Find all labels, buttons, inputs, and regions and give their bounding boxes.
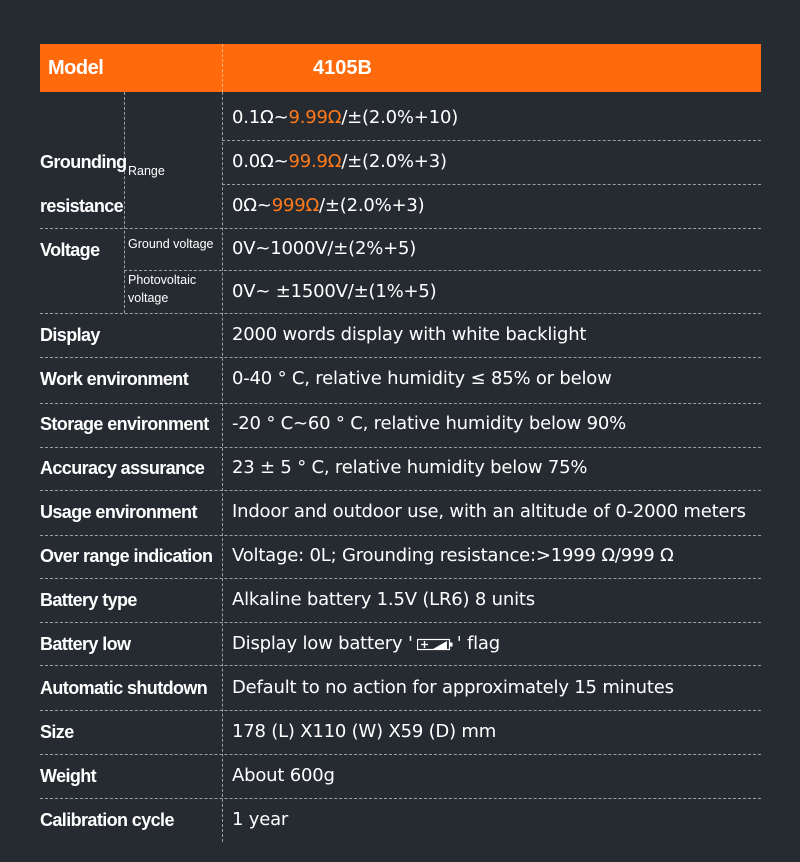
- ground-voltage-sublabel: Ground voltage: [128, 237, 214, 251]
- row-divider: [124, 270, 761, 271]
- over-range-indication-value: Voltage: 0L; Grounding resistance:>1999 Ω/999 Ω: [232, 545, 674, 566]
- model-header: [40, 44, 761, 92]
- row-divider: [40, 798, 761, 799]
- calibration-cycle-label: Calibration cycle: [40, 810, 174, 830]
- row-divider: [40, 313, 761, 314]
- size-label: Size: [40, 722, 74, 742]
- storage-environment-label: Storage environment: [40, 414, 209, 434]
- row-divider: [40, 622, 761, 623]
- accuracy-assurance-value: 23 ± 5 ° C, relative humidity below 75%: [232, 457, 588, 478]
- sub-column-divider: [124, 92, 125, 313]
- low-battery-icon: [417, 638, 453, 651]
- pv-voltage-value: 0V~ ±1500V/±(1%+5): [232, 281, 437, 302]
- row-divider: [40, 228, 761, 229]
- usage-environment-label: Usage environment: [40, 502, 197, 522]
- row-divider: [222, 184, 761, 185]
- header-divider: [222, 44, 223, 92]
- size-value: 178 (L) X110 (W) X59 (D) mm: [232, 721, 497, 742]
- voltage-label: Voltage: [40, 240, 100, 260]
- range-value-2: 0.0Ω~99.9Ω/±(2.0%+3): [232, 151, 447, 172]
- over-range-indication-label: Over range indication: [40, 546, 213, 566]
- range-value-1: 0.1Ω~9.99Ω/±(2.0%+10): [232, 107, 459, 128]
- pv-voltage-sublabel-line2: voltage: [128, 291, 169, 305]
- range-value-3: 0Ω~999Ω/±(2.0%+3): [232, 195, 425, 216]
- work-environment-value: 0-40 ° C, relative humidity ≤ 85% or below: [232, 368, 612, 389]
- model-label: Model: [48, 57, 104, 79]
- row-divider: [40, 710, 761, 711]
- ground-voltage-value: 0V~1000V/±(2%+5): [232, 238, 417, 259]
- row-divider: [40, 490, 761, 491]
- row-divider: [40, 578, 761, 579]
- storage-environment-value: -20 ° C~60 ° C, relative humidity below 90%: [232, 413, 627, 434]
- automatic-shutdown-label: Automatic shutdown: [40, 678, 208, 698]
- pv-voltage-sublabel-line1: Photovoltaic: [128, 273, 197, 287]
- calibration-cycle-value: 1 year: [232, 809, 289, 830]
- grounding-label-line2: resistance: [40, 196, 124, 216]
- main-column-divider: [222, 92, 223, 842]
- row-divider: [40, 754, 761, 755]
- battery-low-label: Battery low: [40, 634, 131, 654]
- row-divider: [40, 357, 761, 358]
- accuracy-assurance-label: Accuracy assurance: [40, 458, 205, 478]
- range-sublabel: Range: [128, 164, 165, 178]
- weight-value: About 600g: [232, 765, 335, 786]
- battery-low-value: Display low battery ' ' flag: [232, 633, 500, 654]
- work-environment-label: Work environment: [40, 369, 189, 389]
- weight-label: Weight: [40, 766, 97, 786]
- display-label: Display: [40, 325, 100, 345]
- usage-environment-value: Indoor and outdoor use, with an altitude of 0-2000 meters: [232, 501, 746, 522]
- battery-type-label: Battery type: [40, 590, 137, 610]
- row-divider: [40, 403, 761, 404]
- grounding-label-line1: Grounding: [40, 152, 127, 172]
- row-divider: [222, 140, 761, 141]
- battery-type-value: Alkaline battery 1.5V (LR6) 8 units: [232, 589, 535, 610]
- row-divider: [40, 535, 761, 536]
- row-divider: [40, 665, 761, 666]
- model-value: 4105B: [313, 57, 372, 79]
- display-value: 2000 words display with white backlight: [232, 324, 587, 345]
- row-divider: [40, 447, 761, 448]
- automatic-shutdown-value: Default to no action for approximately 15 minutes: [232, 677, 674, 698]
